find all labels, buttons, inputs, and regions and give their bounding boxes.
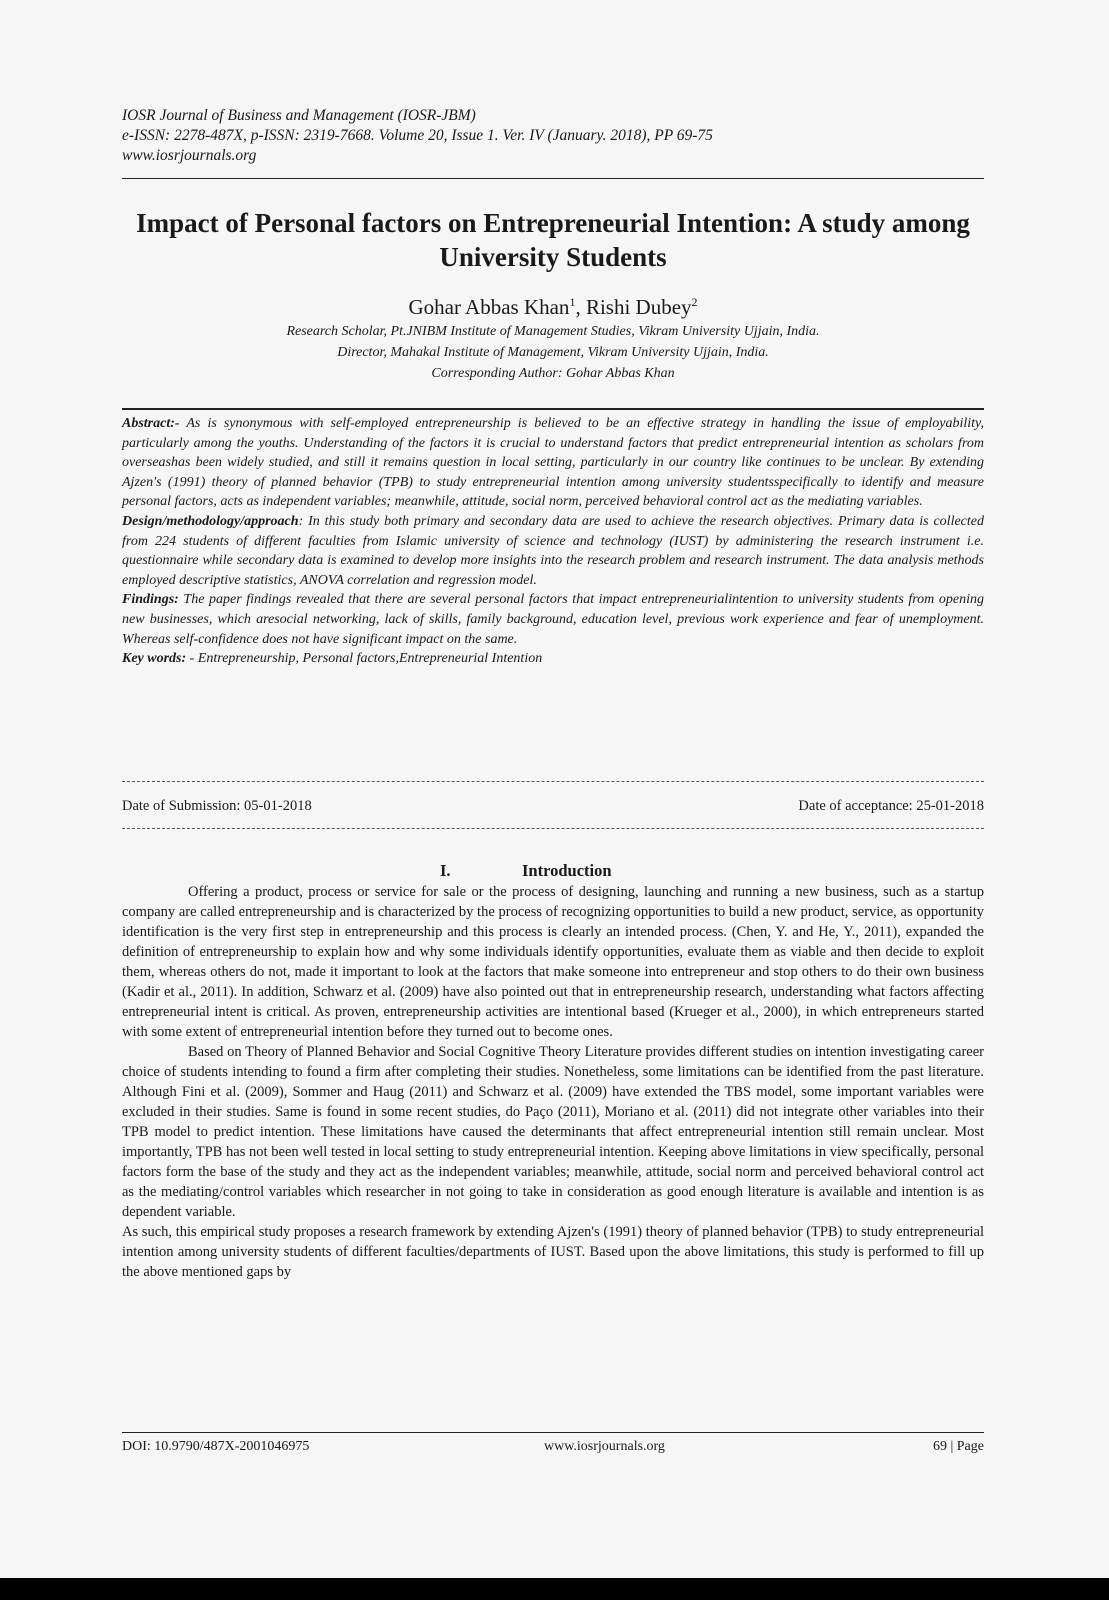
author-affil-marker: 1 [569, 295, 576, 309]
affiliation-line: Director, Mahakal Institute of Management, Vikram University Ujjain, India. [337, 345, 769, 360]
author-affil-marker: 2 [691, 295, 698, 309]
abstract-block [122, 414, 984, 669]
corresponding-author: Corresponding Author: Gohar Abbas Khan [431, 366, 675, 381]
abstract-label: Abstract:- [122, 416, 180, 431]
body-paragraph: Based on Theory of Planned Behavior and Social Cognitive Theory Literature provides different studies on intention investigating career choice of students intending to found a firm after completing their studies. Nonetheless, some limitations can be identified from the past literature. Although Fini et al. (2009), Sommer and Haug (2011) and Schwarz et al. (2009) have extended the TBS model, some important variables were excluded in their studies. Same is found in some recent studies, do Paço (2011), Moriano et al. (2011) did not integrate other variables into their TPB model to predict intention. These limitations have caused the determinants that affect entrepreneurial intention still remain unclear. Most importantly, TPB has not been well tested in local setting to study entrepreneurial intention. Keeping above limitations in view specifically, personal factors form the base of the study and they act as the independent variables; meanwhile, attitude, social norm and perceived behavioral control act as the mediating/control variables which researcher in not going to take in consideration as good enough literature is available and intention is as dependent variable. [122, 1044, 984, 1220]
affiliations [122, 321, 984, 384]
keywords-text: - Entrepreneurship, Personal factors,Entrepreneurial Intention [186, 651, 543, 667]
affiliation-line: Research Scholar, Pt.JNIBM Institute of Management Studies, Vikram University Ujjain, India. [286, 324, 820, 339]
keywords-label: Key words: [122, 651, 187, 667]
body-paragraph: As such, this empirical study proposes a research framework by extending Ajzen's (1991) theory of planned behavior (TPB) to study entrepreneurial intention among university students of different faculties/departments of IUST. Based upon the above limitations, this study is performed to fill up the above mentioned gaps by [122, 1224, 984, 1280]
design-text: : In this study both primary and secondary data are used to achieve the research objectives. Primary data is collected from 224 students of different faculties from Islamic university of science and technology (IUST) by administering the research instrument i.e. questionnaire while secondary data is examined to develop more insights into the research problem and research instrument. The data analysis methods employed descriptive statistics, ANOVA correlation and regression model. [122, 513, 984, 588]
author-line [122, 295, 984, 319]
design-paragraph [122, 512, 984, 590]
footer-doi: DOI: 10.9790/487X-2001046975 [122, 1439, 310, 1454]
dashed-divider [122, 828, 984, 829]
submission-date: Date of Submission: 05-01-2018 [122, 798, 312, 814]
author-name: Rishi Dubey [585, 295, 692, 319]
dashed-divider [122, 781, 984, 782]
screen-bottom-bar [0, 1578, 1109, 1600]
findings-paragraph [122, 590, 984, 649]
body-paragraph: Offering a product, process or service for sale or the process of designing, launching and running a new business, such as a startup company are called entrepreneurship and is characterized by the process of recognizing opportunities to build a new product, service, as opportunity identification is the very first step in entrepreneurship and this process is clearly an intended process. (Chen, Y. and He, Y., 2011), expanded the definition of entrepreneurship to explain how and why some individuals identify opportunities, evaluate them as viable and then decide to exploit them, whereas others do not, made it important to look at the factors that make someone into entrepreneur and stop others to do their own business (Kadir et al., 2011). In addition, Schwarz et al. (2009) have also pointed out that in entrepreneurship research, understanding what factors affecting entrepreneurial intent is critical. As proven, entrepreneurship activities are intentional based (Krueger et al., 2000), in which entrepreneurs started with some extent of entrepreneurial intention before they turned out to become ones. [122, 884, 984, 1040]
design-label: Design/methodology/approach [122, 513, 299, 529]
body-text [122, 882, 984, 1282]
author-separator: , [575, 295, 586, 319]
journal-name: IOSR Journal of Business and Management (IOSR-JBM) [122, 107, 476, 124]
findings-label: Findings: [122, 592, 179, 608]
section-title: Introduction [522, 861, 612, 880]
footer-page-number: 69 | Page [932, 1439, 984, 1454]
header-rule [122, 178, 984, 179]
paper-title: Impact of Personal factors on Entrepreneurial Intention: A study among University Students [136, 208, 970, 272]
section-number: I. [440, 861, 451, 880]
journal-header [122, 106, 984, 166]
keywords-paragraph [122, 649, 984, 669]
journal-website: www.iosrjournals.org [122, 147, 257, 164]
acceptance-date: Date of acceptance: 25-01-2018 [798, 798, 984, 814]
journal-issn: e-ISSN: 2278-487X, p-ISSN: 2319-7668. Volume 20, Issue 1. Ver. IV (January. 2018), PP 69-75 [122, 127, 713, 144]
author-name: Gohar Abbas Khan [408, 295, 570, 319]
abstract-rule [122, 408, 984, 410]
findings-text: The paper findings revealed that there are several personal factors that impact entrepreneurialintention to university students from opening new businesses, which aresocial networking, lack of skills, family background, education level, previous work experience and fear of unemployment. Whereas self-confidence does not have significant impact on the same. [122, 592, 984, 647]
abstract-text: As is synonymous with self-employed entrepreneurship is believed to be an effective strategy in handling the issue of employability, particularly among the youths. Understanding of the factors it is crucial to understand factors that predict entrepreneurial intention as scholars from overseashas been widely studied, and still it remains question in local setting, particularly in our country like continues to be unclear. By extending Ajzen's (1991) theory of planned behavior (TPB) to study entrepreneurial intention among university studentsspecifically to identify and measure personal factors, acts as independent variables; meanwhile, attitude, social norm, perceived behavioral control act as the mediating variables. [122, 416, 984, 510]
footer-rule [122, 1432, 984, 1433]
footer-website: www.iosrjournals.org [544, 1439, 665, 1454]
abstract-paragraph [122, 414, 984, 512]
